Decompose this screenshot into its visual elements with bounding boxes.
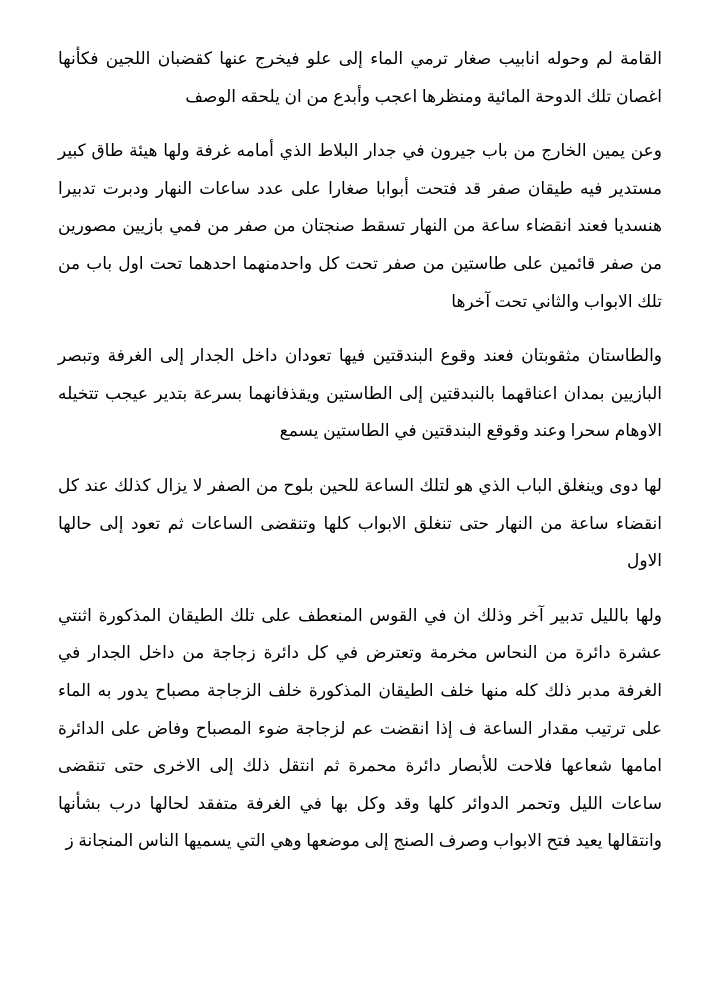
paragraph-night-mechanism: ولها بالليل تدبير آخر وذلك ان في القوس المنعطف على تلك الطيقان المذكورة اثنتي عشرة دائرة من النحاس مخرمة وتعترض في كل دائرة زجاجة من داخل الجدار في الغرفة مدبر ذلك كله منها خلف الطيقان المذكورة خلف الزجاجة مصباح يدور به الماء على ترتيب مقدار الساعة ف إذا انقضت عم لزجاجة ضوء المصباح وفاض على الدائرة امامها شعاعها فلاحت للأبصار دائرة محمرة ثم انتقل ذلك إلى الاخرى حتى تنقضى ساعات الليل وتحمر الدوائر كلها وقد وكل بها في الغرفة متفقد لحالها درب بشأنها وانتقالها يعيد فتح الابواب وصرف الصنج إلى موضعها وهي التي يسميها الناس المنجانة ز [58,605,662,851]
paragraph-doors-closing: لها دوى وينغلق الباب الذي هو لتلك الساعة للحين بلوح من الصفر لا يزال كذلك عند كل انقضاء ساعة من النهار حتى تنغلق الابواب كلها وتنقضى الساعات ثم تعود إلى حالها الاول [58,475,662,571]
paragraph-clock-room: وعن يمين الخارج من باب جيرون في جدار البلاط الذي أمامه غرفة ولها هيئة طاق كبير مستدير فيه طيقان صفر قد فتحت أبوابا صغارا على عدد ساعات النهار ودبرت تدبيرا هنسديا فعند انقضاء ساعة من النهار تسقط صنجتان من صفر من فمي بازيين مصورين من صفر قائمين على طاستين من صفر تحت كل واحدمنهما احدهما تحت اول باب من تلك الابواب والثاني تحت آخرها [58,141,662,311]
paragraph-bowls: والطاستان مثقوبتان فعند وقوع البندقتين فيها تعودان داخل الجدار إلى الغرفة وتبصر البازيين بمدان اعناقهما بالنبدقتين إلى الطاستين ويقذفانهما بسرعة بتدير عيجب تتخيله الاوهام سحرا وعند وقوقع البندقتين في الطاستين يسمع [58,346,662,441]
document-page [58,40,662,877]
paragraph-fountain: القامة لم وحوله انابيب صغار ترمي الماء إلى علو فيخرج عنها كقضبان اللجين فكأنها اغصان تلك الدوحة المائية ومنظرها اعجب وأبدع من ان يلحقه الوصف [58,49,662,106]
